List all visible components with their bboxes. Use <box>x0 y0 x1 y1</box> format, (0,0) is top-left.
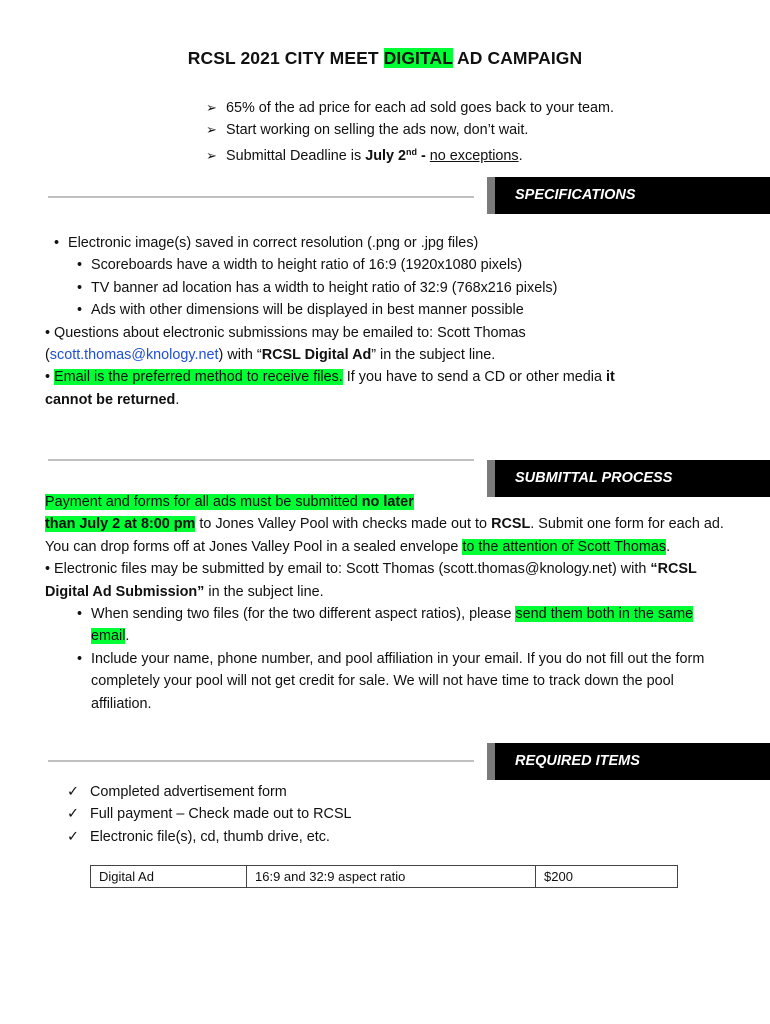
intro-item <box>206 119 614 141</box>
checkmark-icon: ✓ <box>67 806 80 823</box>
bullet-icon: • <box>53 235 60 251</box>
payment-highlight <box>45 494 414 510</box>
email-link[interactable]: scott.thomas@knology.net <box>49 347 219 364</box>
deadline-date: July 2 <box>365 148 406 164</box>
intro-text: 65% of the ad price for each ad sold goes back to your team. <box>226 100 614 116</box>
payment-text: to Jones Valley Pool with checks made out to <box>195 516 492 533</box>
two-files-text: When sending two files (for the two different aspect ratios), please <box>91 606 516 623</box>
subject-line-bold: RCSL Digital Ad <box>261 347 372 364</box>
price-cell: $200 <box>536 866 678 888</box>
deadline-label: Submittal Deadline is <box>226 148 366 164</box>
cannot-returned-bold: cannot be returned <box>45 391 176 408</box>
section-header-specifications: SPECIFICATIONS <box>487 177 770 214</box>
required-items-list <box>67 781 352 848</box>
arrow-bullet-icon: ➢ <box>206 100 217 115</box>
intro-item <box>206 141 614 167</box>
list-item <box>45 648 735 715</box>
required-item-text: Completed advertisement form <box>90 784 287 800</box>
payment-text: Payment and forms for all ads must be submitted <box>45 494 362 510</box>
preferred-text: If you have to send a CD or other media <box>342 369 606 386</box>
payment-text: . Submit one form for each ad. You can drop forms off at Jones Valley Pool in a sealed envelope <box>45 516 724 555</box>
deadline-dash: - <box>417 148 430 164</box>
questions-text: ) with “ <box>218 347 262 364</box>
cannot-returned-bold: it <box>605 369 615 386</box>
rcsl-bold: RCSL <box>491 516 531 533</box>
section-header-submittal-process: SUBMITTAL PROCESS <box>487 460 770 497</box>
spec-text: Scoreboards have a width to height ratio of 16:9 (1920x1080 pixels) <box>91 257 523 274</box>
intro-item <box>206 97 614 119</box>
checkmark-icon: ✓ <box>67 784 80 800</box>
section-divider <box>48 459 474 461</box>
table-row <box>91 866 678 888</box>
intro-list <box>206 97 614 167</box>
spec-cell: 16:9 and 32:9 aspect ratio <box>247 866 536 888</box>
price-table <box>90 865 678 888</box>
submittal-section <box>45 491 735 715</box>
attention-highlight: to the attention of Scott Thomas <box>462 538 667 555</box>
arrow-bullet-icon: ➢ <box>206 148 217 163</box>
checkmark-icon: ✓ <box>67 828 80 845</box>
intro-text: Start working on selling the ads now, don’t wait. <box>226 122 529 138</box>
bullet-icon: • <box>76 302 83 319</box>
list-item <box>45 254 745 276</box>
section-divider <box>48 760 474 762</box>
electronic-text: • Electronic files may be submitted by email to: Scott Thomas (scott.thomas@knology.net) with <box>45 561 651 578</box>
section-header-required-items: REQUIRED ITEMS <box>487 743 770 780</box>
required-item-text: Electronic file(s), cd, thumb drive, etc. <box>90 828 330 845</box>
list-item <box>45 277 745 299</box>
section-divider <box>48 196 474 198</box>
title-highlight: DIGITAL <box>383 48 453 68</box>
list-item <box>45 299 745 321</box>
electronic-files-paragraph <box>45 558 735 603</box>
preferred-method-paragraph <box>45 366 745 411</box>
deadline-no-exceptions: no exceptions <box>429 148 519 164</box>
payment-highlight <box>45 516 195 532</box>
questions-paragraph <box>45 322 745 367</box>
deadline-bold: than July 2 at 8:00 pm <box>45 516 196 533</box>
bullet-icon: • <box>45 369 55 386</box>
deadline-period: . <box>518 148 523 164</box>
title-text: RCSL 2021 CITY MEET <box>187 48 384 68</box>
title-text-end: AD CAMPAIGN <box>452 48 583 68</box>
payment-paragraph <box>45 491 735 558</box>
period: . <box>125 628 130 645</box>
list-item <box>45 603 735 648</box>
paren: ( <box>45 347 50 364</box>
list-item <box>67 803 352 825</box>
bullet-icon: • <box>76 606 83 623</box>
spec-text: Electronic image(s) saved in correct resolution (.png or .jpg files) <box>68 235 479 251</box>
spec-text: TV banner ad location has a width to height ratio of 32:9 (768x216 pixels) <box>91 279 558 296</box>
bullet-icon: • <box>76 650 83 667</box>
intro-deadline <box>226 141 523 167</box>
spec-text: Ads with other dimensions will be displayed in best manner possible <box>91 302 524 319</box>
list-text <box>91 603 735 648</box>
list-item <box>67 781 352 803</box>
list-item <box>67 826 352 848</box>
include-info-text: Include your name, phone number, and pool affiliation in your email. If you do not fill out the form completely your pool will not get credit for sale. We will not have time to track down the pool affiliation. <box>91 650 705 712</box>
electronic-text-end: in the subject line. <box>204 583 324 600</box>
questions-text-end: ” in the subject line. <box>371 347 496 364</box>
preferred-method-highlight: Email is the preferred method to receive files. <box>54 369 343 386</box>
bullet-icon: • <box>76 257 83 274</box>
same-email-highlight: send them both in the same email <box>91 606 694 645</box>
period: . <box>175 391 180 408</box>
deadline-suffix: nd <box>406 147 417 157</box>
questions-text: • Questions about electronic submissions may be emailed to: Scott Thomas <box>45 324 526 341</box>
document-title <box>0 48 770 69</box>
deadline-bold: no later <box>361 494 414 510</box>
period: . <box>666 538 671 555</box>
subject-line-bold: “RCSL Digital Ad Submission” <box>45 561 697 600</box>
specifications-section <box>45 232 745 411</box>
required-item-text: Full payment – Check made out to RCSL <box>90 806 352 823</box>
bullet-icon: • <box>76 279 83 296</box>
list-item <box>45 232 745 254</box>
arrow-bullet-icon: ➢ <box>206 122 217 137</box>
item-cell: Digital Ad <box>91 866 247 888</box>
